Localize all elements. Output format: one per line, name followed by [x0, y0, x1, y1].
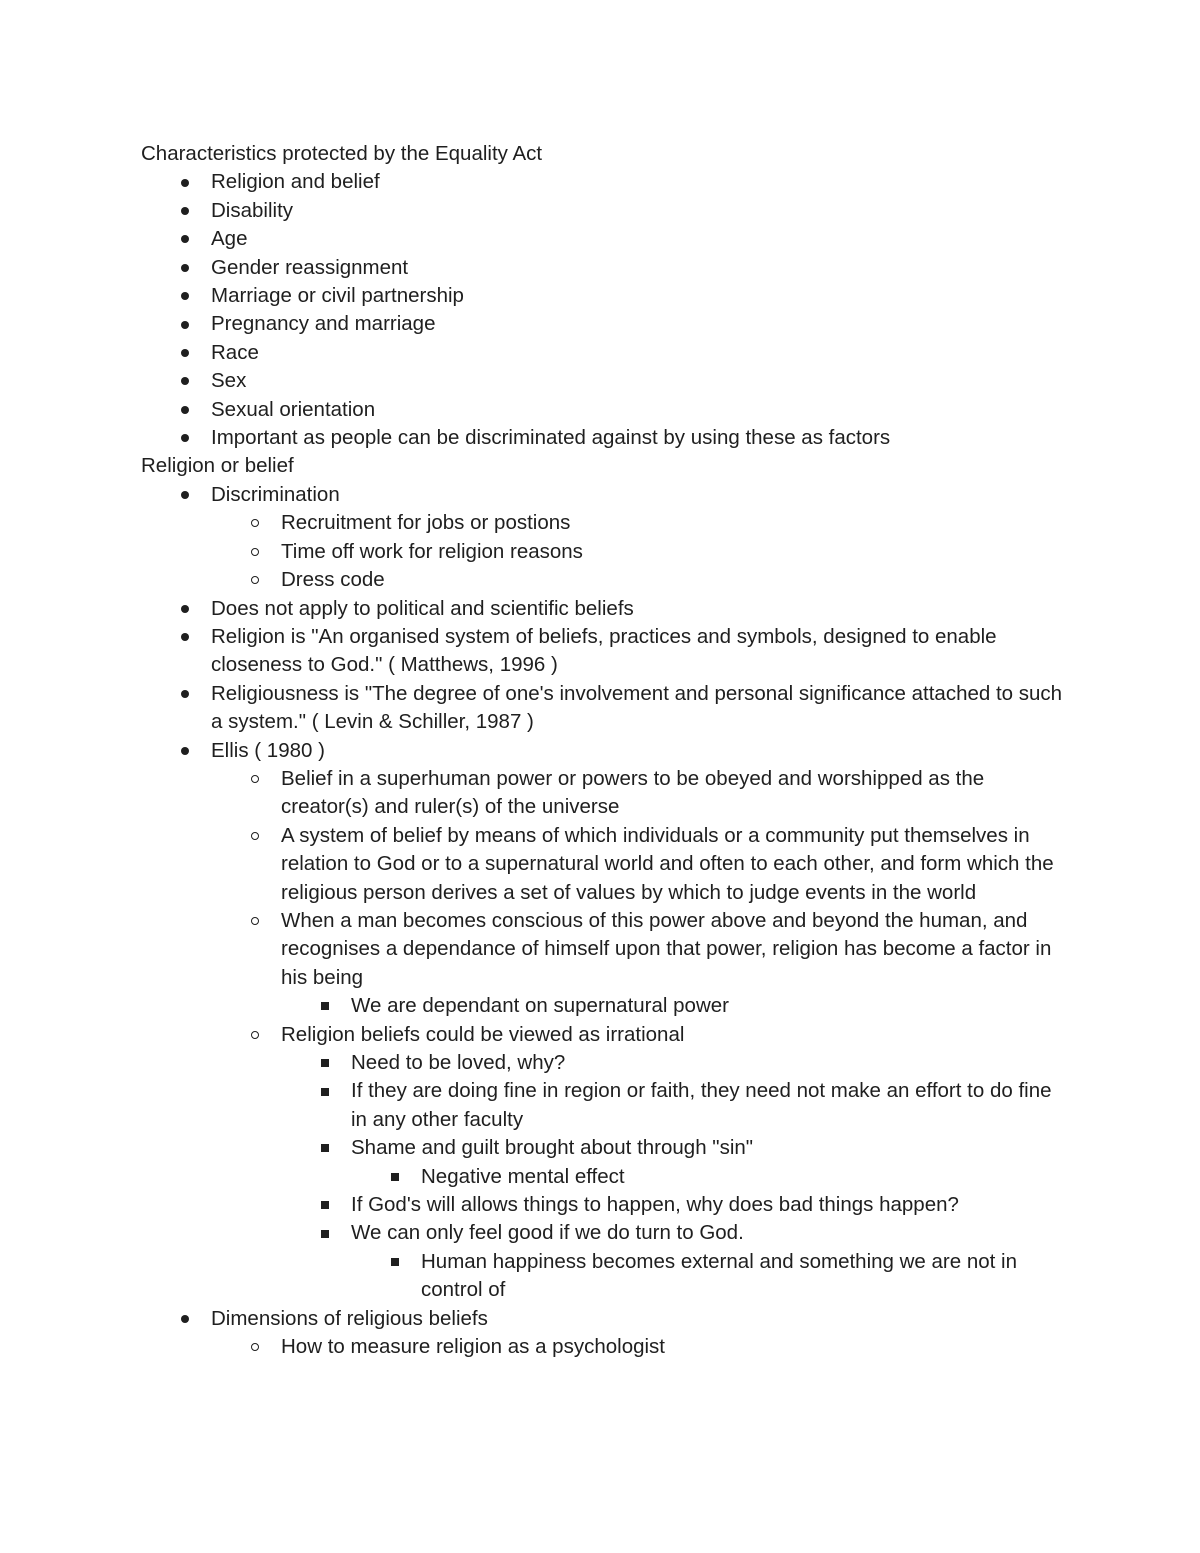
list-item-text: Human happiness becomes external and something we are not in control of [421, 1249, 1017, 1302]
bullet-marker-icon [179, 1305, 191, 1333]
bullet-list-level-4 [351, 1248, 1066, 1305]
list-item [141, 225, 1066, 253]
list-item-text: Discrimination [211, 482, 340, 506]
list-item [141, 197, 1066, 225]
bullet-marker-icon [179, 339, 191, 367]
list-item-text: Sex [211, 369, 247, 393]
list-item-text: Marriage or civil partnership [211, 284, 464, 308]
bullet-marker-icon [179, 396, 191, 424]
list-item [281, 1134, 1066, 1191]
bullet-list-level-3 [281, 1049, 1066, 1305]
bullet-marker-icon [319, 1134, 331, 1162]
list-item-text: We are dependant on supernatural power [351, 994, 729, 1018]
list-item [211, 1333, 1066, 1361]
list-item [281, 992, 1066, 1020]
list-item-text: We can only feel good if we do turn to God. [351, 1221, 744, 1245]
list-item-text: Ellis ( 1980 ) [211, 738, 325, 762]
bullet-marker-icon [319, 1191, 331, 1219]
bullet-marker-icon [179, 254, 191, 282]
bullet-marker-icon [389, 1248, 401, 1276]
bullet-marker-icon [249, 765, 261, 793]
list-item-text: Dimensions of religious beliefs [211, 1306, 488, 1330]
bullet-marker-icon [319, 992, 331, 1020]
list-item-text: A system of belief by means of which individuals or a community put themselves in relation to God or to a supernatural world and often to each other, and form which the religious person derives a set of values by which to judge events in the world [281, 823, 1054, 904]
bullet-marker-icon [179, 225, 191, 253]
bullet-marker-icon [179, 282, 191, 310]
list-item-text: Important as people can be discriminated against by using these as factors [211, 426, 891, 450]
list-item [281, 1049, 1066, 1077]
list-item-text: Religion and belief [211, 170, 380, 194]
list-item [141, 737, 1066, 1305]
bullet-marker-icon [389, 1163, 401, 1191]
list-item [211, 1021, 1066, 1305]
list-item-text: Recruitment for jobs or postions [281, 511, 571, 535]
bullet-list-level-1 [141, 168, 1066, 452]
list-item-text: Negative mental effect [421, 1164, 625, 1188]
list-item-text: Does not apply to political and scientific beliefs [211, 596, 634, 620]
bullet-marker-icon [179, 367, 191, 395]
list-item-text: If they are doing fine in region or faith, they need not make an effort to do fine in any other faculty [351, 1079, 1052, 1131]
list-item [141, 254, 1066, 282]
list-item [141, 367, 1066, 395]
list-item-text: Belief in a superhuman power or powers to be obeyed and worshipped as the creator(s) and ruler(s) of the universe [281, 766, 985, 819]
bullet-marker-icon [179, 197, 191, 225]
document-body [141, 140, 1066, 1361]
bullet-list-level-3 [281, 992, 1066, 1020]
list-item-text: Religiousness is "The degree of one's involvement and personal significance attached to such a system." ( Levin & Schiller, 1987 ) [211, 681, 1063, 734]
bullet-marker-icon [179, 481, 191, 509]
list-item-text: Race [211, 340, 259, 364]
list-item-text: Need to be loved, why? [351, 1051, 566, 1074]
bullet-list-level-4 [351, 1163, 1066, 1191]
list-item [211, 822, 1066, 907]
list-item [351, 1248, 1066, 1305]
list-item [141, 310, 1066, 338]
list-item [141, 623, 1066, 680]
bullet-marker-icon [179, 310, 191, 338]
list-item [281, 1077, 1066, 1134]
list-item-text: Age [211, 227, 248, 251]
bullet-list-level-2 [211, 509, 1066, 594]
list-item-text: Religion is "An organised system of beliefs, practices and symbols, designed to enable closeness to God." ( Matthews, 1996 ) [211, 624, 997, 677]
bullet-marker-icon [179, 424, 191, 452]
list-item [211, 566, 1066, 594]
list-item [141, 1305, 1066, 1362]
list-item [211, 509, 1066, 537]
bullet-marker-icon [179, 680, 191, 708]
list-item-text: Religion beliefs could be viewed as irrational [281, 1022, 685, 1046]
list-item [351, 1163, 1066, 1191]
bullet-marker-icon [249, 1021, 261, 1049]
bullet-marker-icon [319, 1049, 331, 1077]
bullet-marker-icon [319, 1219, 331, 1247]
bullet-list-level-2 [211, 765, 1066, 1305]
bullet-marker-icon [179, 168, 191, 196]
bullet-marker-icon [249, 822, 261, 850]
list-item-text: Dress code [281, 568, 385, 592]
bullet-marker-icon [319, 1077, 331, 1105]
list-item [141, 168, 1066, 196]
bullet-marker-icon [179, 737, 191, 765]
list-item-text: Sexual orientation [211, 397, 376, 421]
list-item-text: If God's will allows things to happen, why does bad things happen? [351, 1193, 959, 1217]
bullet-marker-icon [179, 595, 191, 623]
bullet-marker-icon [179, 623, 191, 651]
list-item [141, 339, 1066, 367]
bullet-marker-icon [249, 538, 261, 566]
list-item [141, 680, 1066, 737]
bullet-marker-icon [249, 1333, 261, 1361]
list-item-text: When a man becomes conscious of this power above and beyond the human, and recognises a dependance of himself upon that power, religion has become a factor in his being [281, 908, 1052, 989]
list-item [141, 481, 1066, 595]
list-item [141, 396, 1066, 424]
list-item [281, 1191, 1066, 1219]
list-item [141, 595, 1066, 623]
list-item-text: How to measure religion as a psychologist [281, 1335, 665, 1359]
list-item [281, 1219, 1066, 1304]
section-heading: Religion or belief [141, 454, 294, 478]
bullet-marker-icon [249, 907, 261, 935]
list-item [211, 907, 1066, 1021]
section-heading: Characteristics protected by the Equality Act [141, 142, 543, 165]
list-item [211, 538, 1066, 566]
list-item-text: Pregnancy and marriage [211, 312, 436, 336]
list-item-text: Gender reassignment [211, 255, 409, 279]
list-item-text: Disability [211, 198, 294, 222]
list-item-text: Shame and guilt brought about through "sin" [351, 1136, 754, 1160]
list-item [141, 282, 1066, 310]
bullet-list-level-1 [141, 481, 1066, 1362]
bullet-marker-icon [249, 509, 261, 537]
list-item [141, 424, 1066, 452]
bullet-list-level-2 [211, 1333, 1066, 1361]
list-item-text: Time off work for religion reasons [281, 539, 583, 563]
bullet-marker-icon [249, 566, 261, 594]
list-item [211, 765, 1066, 822]
